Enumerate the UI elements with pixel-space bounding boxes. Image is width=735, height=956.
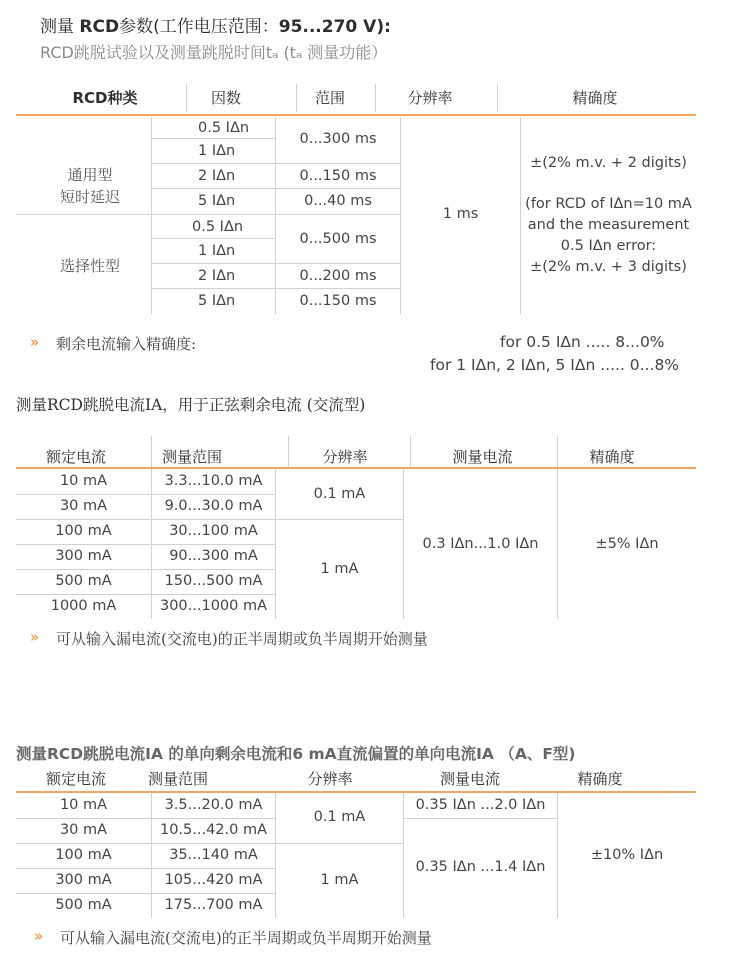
rated-cell: 30 mA <box>59 822 108 838</box>
note-text: 剩余电流输入精确度: <box>56 335 197 353</box>
factor-cell: 2 IΔn <box>198 168 236 184</box>
rated-cell: 300 mA <box>55 872 112 888</box>
page-subtitle: RCD跳脱试验以及测量跳脱时间tₐ (tₐ 测量功能） <box>40 43 388 62</box>
factor-cell: 0.5 IΔn <box>192 219 244 235</box>
bullet-icon: » <box>34 927 44 945</box>
note-text: 可从输入漏电流(交流电)的正半周期或负半周期开始测量 <box>56 630 428 648</box>
range-cell: 175...700 mA <box>164 897 263 913</box>
range-cell: 0...300 ms <box>299 131 377 147</box>
page-title: 测量 RCD参数(工作电压范围：95...270 V): <box>40 17 391 37</box>
bullet-icon: » <box>30 628 40 646</box>
range-cell: 0...150 ms <box>299 168 377 184</box>
col-header: RCD种类 <box>72 89 138 107</box>
bullet-icon: » <box>30 333 40 351</box>
note-value: for 0.5 IΔn ..... 8...0% <box>500 333 665 351</box>
col-header: 分辨率 <box>407 89 453 107</box>
note-value: for 1 IΔn, 2 IΔn, 5 IΔn ..... 0...8% <box>430 356 680 374</box>
resolution-cell: 1 mA <box>320 561 359 577</box>
col-header: 测量范围 <box>148 770 209 788</box>
rated-cell: 1000 mA <box>50 598 117 614</box>
range-cell: 300...1000 mA <box>159 598 268 614</box>
accuracy-cell: ±10% IΔn <box>590 847 664 863</box>
rated-cell: 10 mA <box>59 473 108 489</box>
col-header: 测量电流 <box>439 770 500 788</box>
col-header: 精确度 <box>572 89 618 107</box>
resolution-cell: 0.1 mA <box>313 486 366 502</box>
col-header: 额定电流 <box>45 448 106 466</box>
rated-cell: 500 mA <box>55 897 112 913</box>
col-header: 测量范围 <box>162 448 223 466</box>
range-cell: 3.5...20.0 mA <box>164 797 263 813</box>
test-current-cell: 0.3 IΔn...1.0 IΔn <box>422 536 539 552</box>
col-header: 分辨率 <box>322 448 368 466</box>
rcd-type-selective: 选择性型 <box>59 257 120 275</box>
range-cell: 3.3...10.0 mA <box>164 473 263 489</box>
accuracy-cell: ±5% IΔn <box>595 536 659 552</box>
range-cell: 105...420 mA <box>164 872 263 888</box>
col-header: 测量电流 <box>452 448 513 466</box>
range-cell: 35...140 mA <box>169 847 258 863</box>
col-header: 因数 <box>210 89 241 107</box>
col-header: 精确度 <box>577 770 623 788</box>
accuracy-cell: (for RCD of IΔn=10 mA <box>525 196 692 212</box>
accuracy-cell: 0.5 IΔn error: <box>560 238 657 254</box>
range-cell: 90...300 mA <box>169 548 258 564</box>
rcd-type-general: 短时延迟 <box>59 188 120 206</box>
range-cell: 0...200 ms <box>299 268 377 284</box>
range-cell: 150...500 mA <box>164 573 263 589</box>
test-current-cell: 0.35 IΔn ...1.4 IΔn <box>415 859 546 875</box>
col-header: 范围 <box>314 89 345 107</box>
resolution-cell: 0.1 mA <box>313 809 366 825</box>
range-cell: 0...500 ms <box>299 231 377 247</box>
accuracy-cell: and the measurement <box>527 217 690 233</box>
rated-cell: 500 mA <box>55 573 112 589</box>
note-text: 可从输入漏电流(交流电)的正半周期或负半周期开始测量 <box>60 929 432 947</box>
factor-cell: 1 IΔn <box>198 243 236 259</box>
rated-cell: 30 mA <box>59 498 108 514</box>
rated-cell: 100 mA <box>55 523 112 539</box>
resolution-cell: 1 mA <box>320 872 359 888</box>
accuracy-cell: ±(2% m.v. + 3 digits) <box>530 259 687 275</box>
factor-cell: 0.5 IΔn <box>198 120 250 136</box>
section-title: 测量RCD跳脱电流IA，用于正弦剩余电流 (交流型) <box>16 396 366 414</box>
rcd-type-general: 通用型 <box>67 166 113 184</box>
range-cell: 30...100 mA <box>169 523 258 539</box>
resolution-cell: 1 ms <box>442 206 479 222</box>
col-header: 额定电流 <box>45 770 106 788</box>
factor-cell: 5 IΔn <box>198 193 236 209</box>
range-cell: 9.0...30.0 mA <box>164 498 263 514</box>
accuracy-cell: ±(2% m.v. + 2 digits) <box>530 155 687 171</box>
rated-cell: 300 mA <box>55 548 112 564</box>
col-header: 分辨率 <box>307 770 353 788</box>
factor-cell: 5 IΔn <box>198 293 236 309</box>
factor-cell: 1 IΔn <box>198 143 236 159</box>
rated-cell: 100 mA <box>55 847 112 863</box>
test-current-cell: 0.35 IΔn ...2.0 IΔn <box>415 797 546 813</box>
col-header: 精确度 <box>589 448 635 466</box>
rated-cell: 10 mA <box>59 797 108 813</box>
range-cell: 0...150 ms <box>299 293 377 309</box>
factor-cell: 2 IΔn <box>198 268 236 284</box>
range-cell: 0...40 ms <box>304 193 372 209</box>
range-cell: 10.5...42.0 mA <box>159 822 268 838</box>
section-title: 测量RCD跳脱电流IA 的单向剩余电流和6 mA直流偏置的单向电流IA （A、F型) <box>16 745 576 763</box>
